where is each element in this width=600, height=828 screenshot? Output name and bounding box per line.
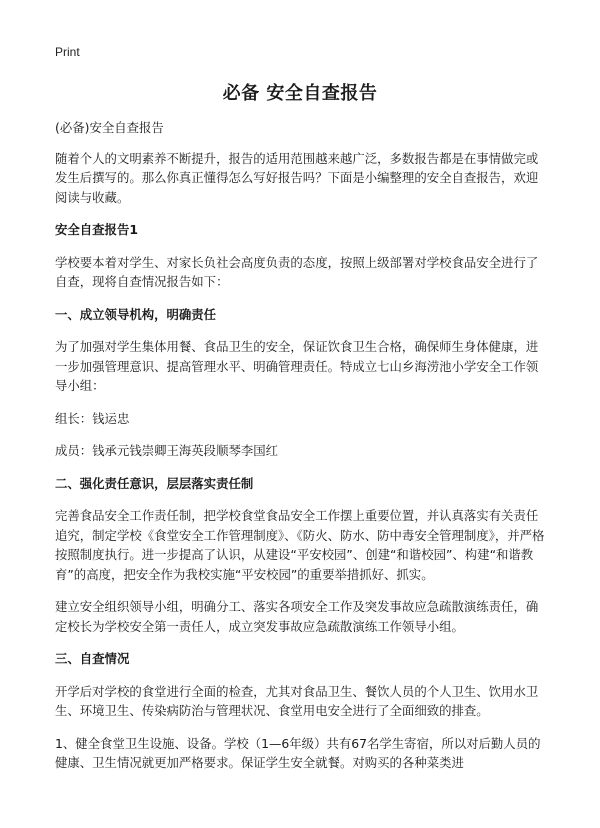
organization-paragraph: 建立安全组织领导小组，明确分工、落实各项安全工作及突发事故应急疏散演练责任，确定校长为学校安全第一责任人，成立突发事故应急疏散演练工作领导小组。 (55, 599, 539, 634)
leader-line: 组长：钱运忠 (55, 410, 130, 426)
intro-paragraph: 随着个人的文明素养不断提升，报告的适用范围越来越广泛，多数报告都是在事情做完或发生后撰写的。那么你真正懂得怎么写好报告吗？下面是小编整理的安全自查报告，欢迎阅读与收藏。 (55, 150, 539, 205)
document-title: 必备 安全自查报告 (222, 83, 378, 104)
members-line: 成员：钱承元钱崇卿王海英段顺琴李国红 (55, 443, 279, 458)
heading-leadership: 一、成立领导机构，明确责任 (55, 306, 217, 322)
heading-responsibility: 二、强化责任意识，层层落实责任制 (55, 475, 254, 491)
leadership-paragraph: 为了加强对学生集体用餐、食品卫生的安全，保证饮食卫生合格，确保师生身体健康，进一步加强管理意识、提高管理水平、明确管理责任。特成立七山乡海涝池小学安全工作领导小组： (55, 339, 539, 393)
document-subtitle: (必备)安全自查报告 (55, 120, 164, 135)
section-title: 安全自查报告1 (55, 222, 138, 237)
responsibility-paragraph: 完善食品安全工作责任制，把学校食堂食品安全工作摆上重要位置，并认真落实有关责任追究，制定学校《食堂安全工作管理制度》、《防火、防水、防中毒安全管理制度》，并严格按照制度执行。进一步提高了认识，从建设“平安校园”、创建“和谐校园”、构建“和谐教育”的高度，把安全作为我校实施“平安校园”的重要举措抓好、抓实。 (55, 508, 545, 582)
opening-paragraph: 学校要本着对学生、对家长负社会高度负责的态度，按照上级部署对学校食品安全进行了自查，现将自查情况报告如下： (55, 254, 539, 289)
heading-self-check: 三、自查情况 (55, 651, 130, 666)
document-body (55, 118, 547, 786)
facilities-paragraph: 1、健全食堂卫生设施、设备。学校（1—6年级）共有67名学生寄宿，所以对后勤人员的健康、卫生情况就更加严格要求。保证学生安全就餐。对购买的各种菜类进 (55, 735, 541, 770)
self-check-paragraph: 开学后对学校的食堂进行全面的检查，尤其对食品卫生、餐饮人员的个人卫生、饮用水卫生、环境卫生、传染病防治与管理状况、食堂用电安全进行了全面细致的排查。 (55, 683, 539, 718)
print-label[interactable]: Print (55, 45, 80, 59)
